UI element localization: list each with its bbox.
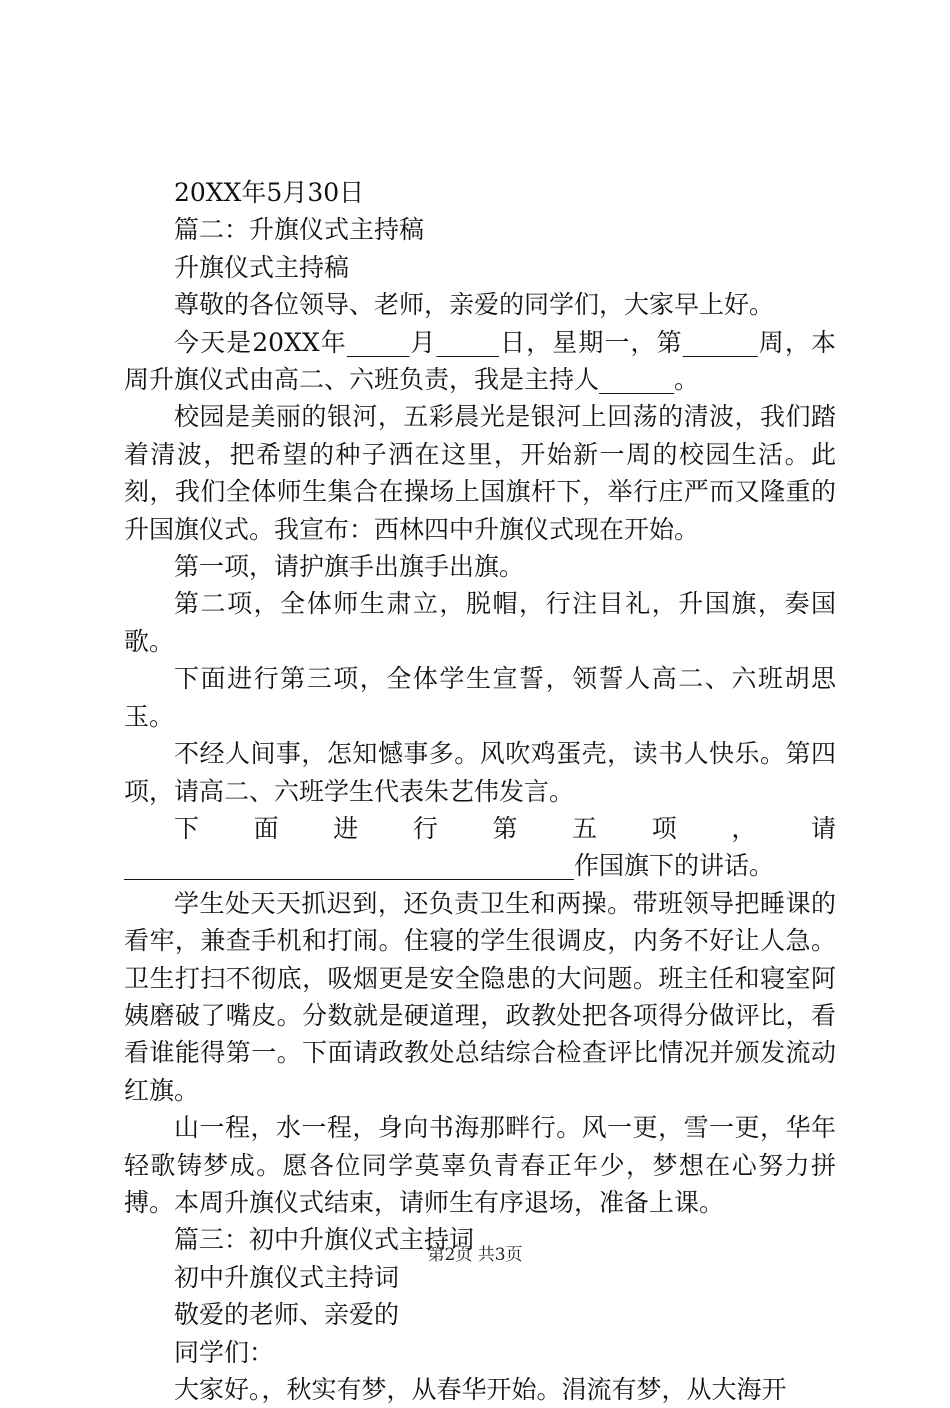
paragraph: 下面进行第三项，全体学生宣誓，领誓人高二、六班胡思玉。 [124, 664, 836, 731]
section-title-2: 升旗仪式主持稿 [174, 252, 350, 282]
document-body [124, 174, 836, 1408]
section-heading-2: 篇二：升旗仪式主持稿 [174, 215, 425, 245]
paragraph: 今天是20XX年_____月_____日，星期一，第______周，本周升旗仪式由高二、六班负责，我是主持人______。 [124, 327, 836, 395]
date-line: 20XX年5月30日 [174, 178, 365, 207]
paragraph: 敬爱的老师、亲爱的 [174, 1300, 400, 1330]
section-title-3: 初中升旗仪式主持词 [174, 1262, 400, 1292]
section-heading-3: 篇三：初中升旗仪式主持词 [174, 1225, 475, 1255]
paragraph: 第二项，全体师生肃立，脱帽，行注目礼，升国旗，奏国歌。 [124, 589, 836, 656]
paragraph: 大家好。，秋实有梦，从春华开始。涓流有梦，从大海开 [174, 1375, 787, 1404]
paragraph: 山一程，水一程，身向书海那畔行。风一更，雪一更，华年轻歌铸梦成。愿各位同学莫辜负青春正年少，梦想在心努力拼搏。本周升旗仪式结束，请师生有序退场，准备上课。 [124, 1113, 836, 1217]
paragraph: 不经人间事，怎知憾事多。风吹鸡蛋壳，读书人快乐。第四项，请高二、六班学生代表朱艺伟发言。 [124, 739, 836, 806]
paragraph: 尊敬的各位领导、老师，亲爱的同学们，大家早上好。 [174, 290, 775, 320]
paragraph: 校园是美丽的银河，五彩晨光是银河上回荡的清波，我们踏着清波，把希望的种子洒在这里，开始新一周的校园生活。此刻，我们全体师生集合在操场上国旗杆下，举行庄严而又隆重的升国旗仪式。我宣布：西林四中升旗仪式现在开始。 [124, 402, 836, 544]
page-footer: 第2页 共3页 [427, 1245, 523, 1265]
paragraph: 第一项，请护旗手出旗手出旗。 [174, 552, 525, 582]
paragraph: 同学们： [174, 1337, 275, 1367]
paragraph: 下面进行第五项，请____________________________________作国旗下的讲话。 [124, 813, 836, 881]
paragraph: 学生处天天抓迟到，还负责卫生和两操。带班领导把睡课的看牢，兼查手机和打闹。住寝的学生很调皮，内务不好让人急。卫生打扫不彻底，吸烟更是安全隐患的大问题。班主任和寝室阿姨磨破了嘴皮。分数就是硬道理，政教处把各项得分做评比，看看谁能得第一。下面请政教处总结综合检查评比情况并颁发流动红旗。 [124, 888, 836, 1105]
